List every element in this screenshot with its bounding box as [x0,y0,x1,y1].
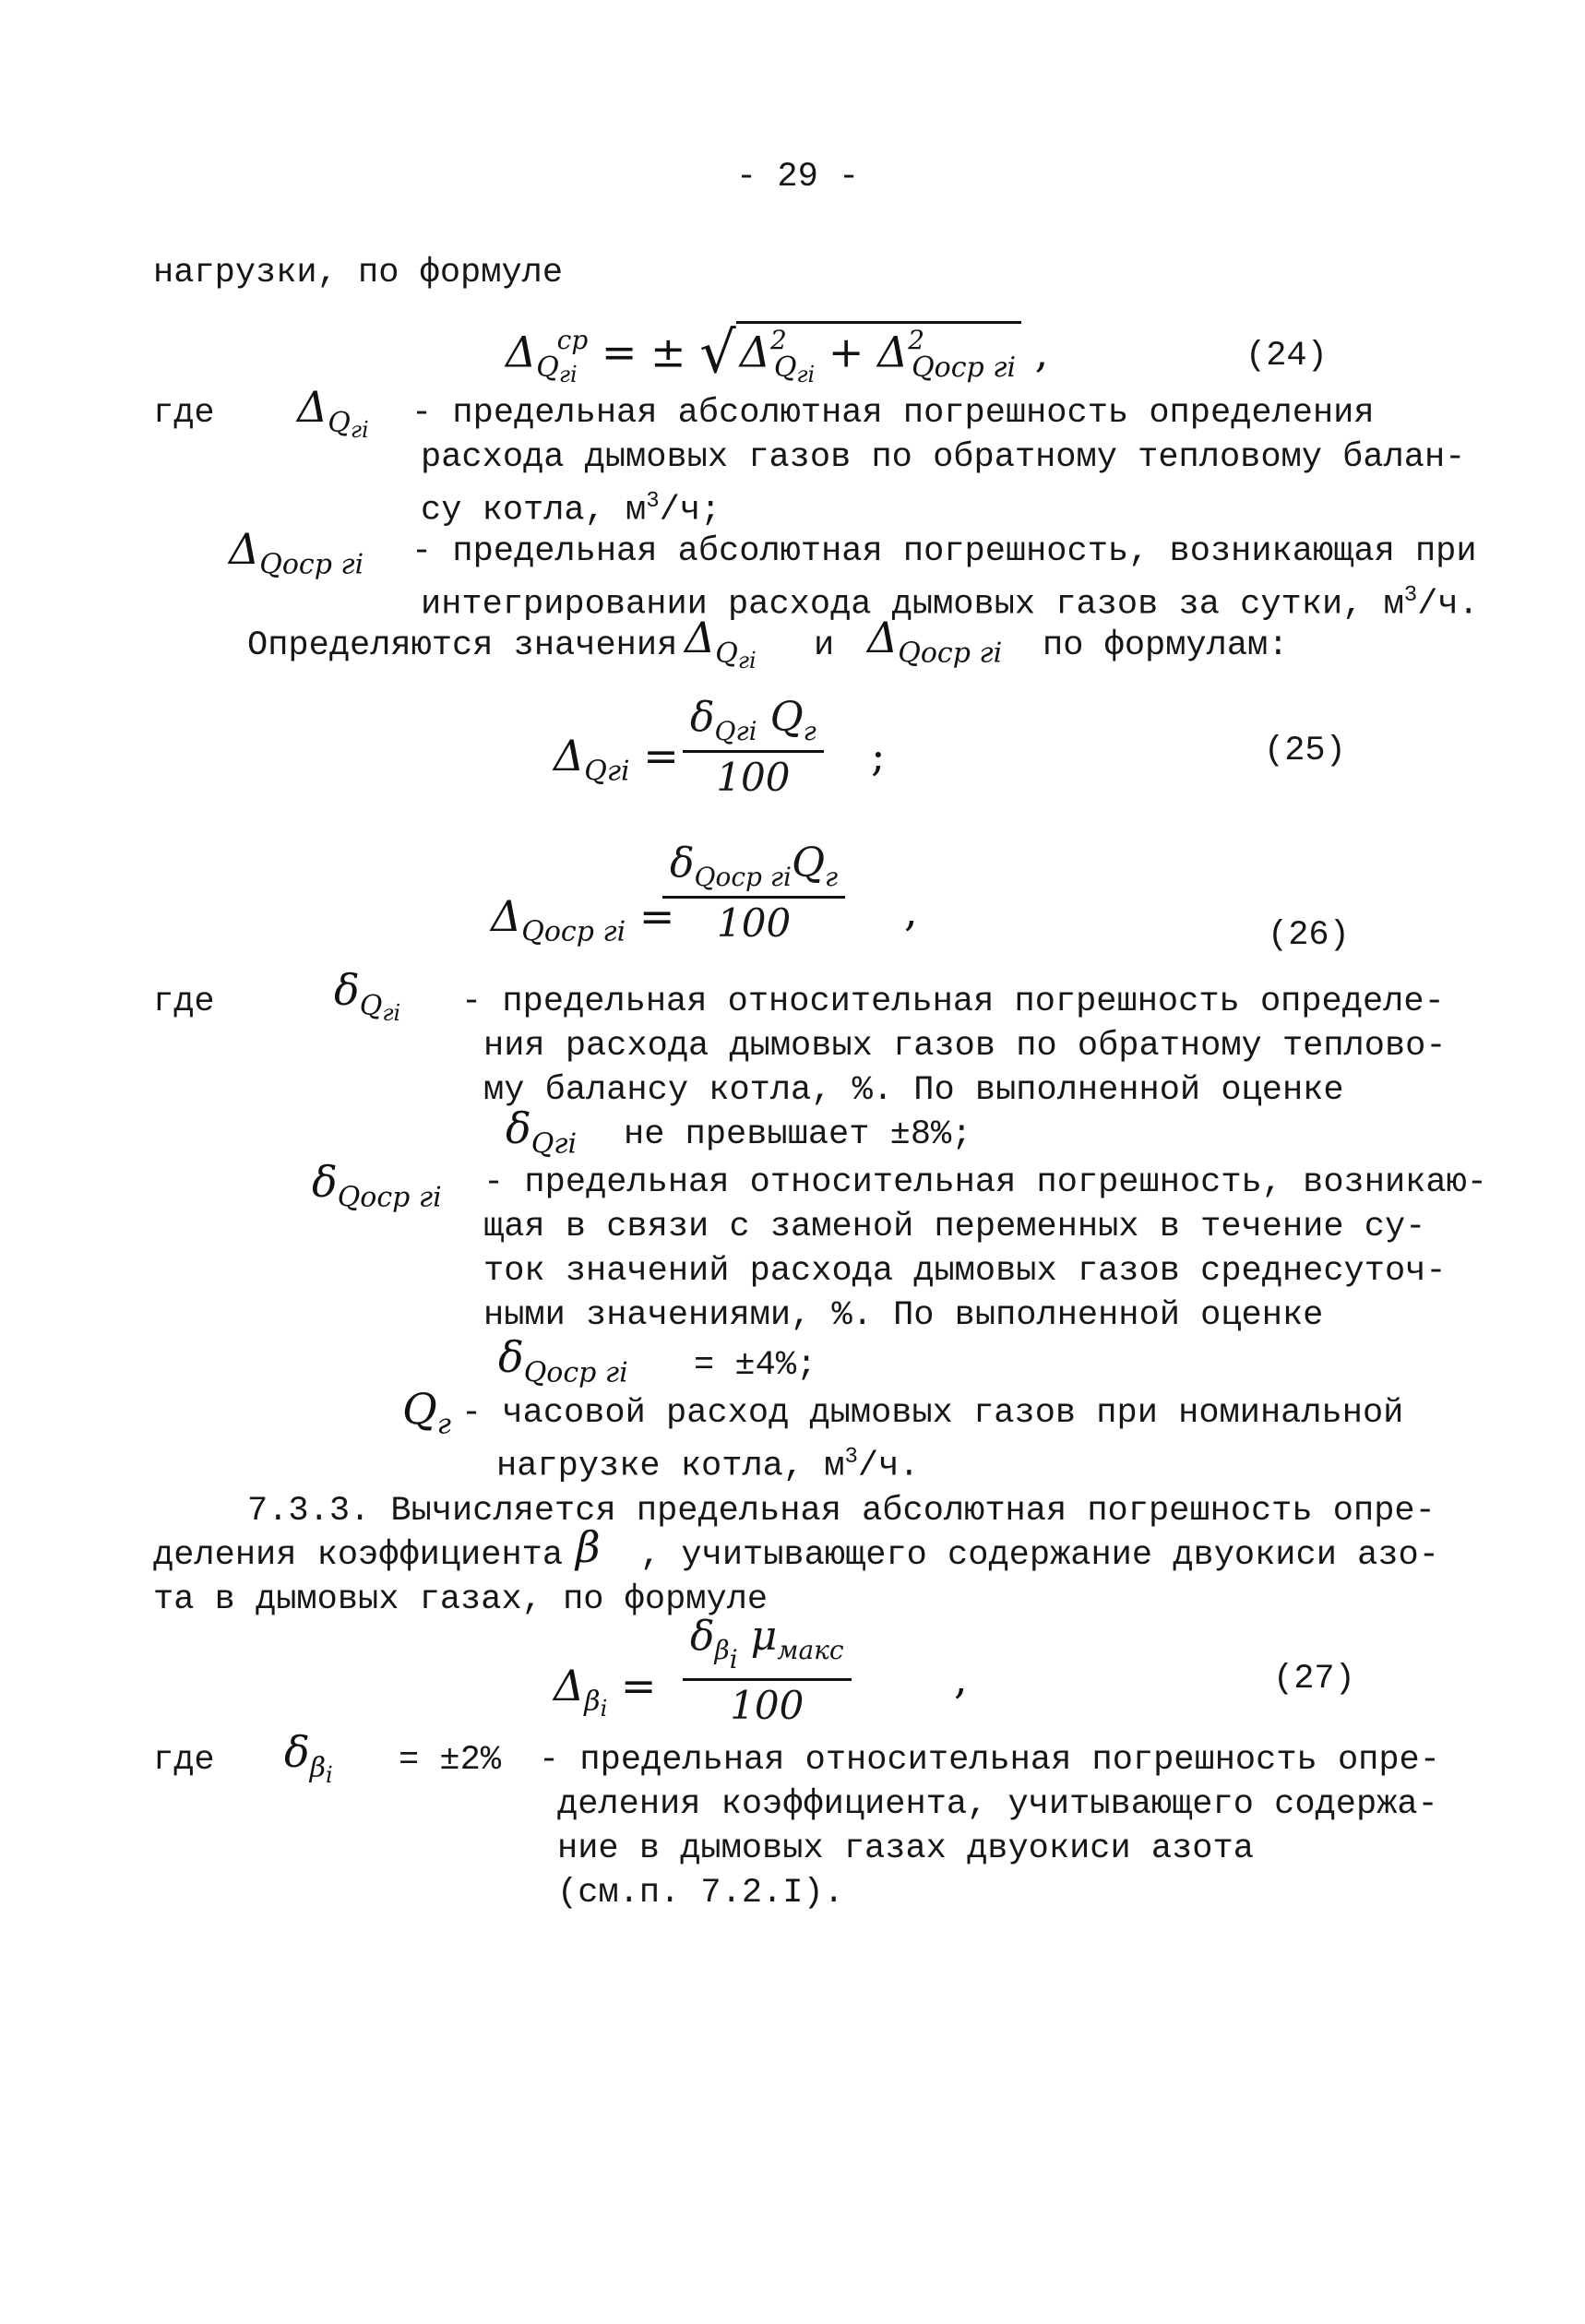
formula-27-tail: , [954,1653,968,1703]
intro-text: нагрузки, по формуле [153,254,564,292]
symbol-small-delta-q-ri: $\delta_{Q_{гi}}$ [334,965,401,1026]
formula-27-lhs: $\Delta_{\beta_i}$ = [554,1661,657,1722]
para-733-line-3: та в дымовых газах, по формуле [153,1580,769,1619]
def-small-delta-q-osp-line-4: ными значениями, %. По выполненной оценке [483,1296,1324,1335]
estimate-4-percent: = ±4%; [694,1346,817,1385]
def-small-delta-q-ri-line-1: - предельная относительная погрешность определе- [461,983,1445,1021]
def-delta-q-osp-line-2: интегрировании расхода дымовых газов за сутки, $м^3/ч$. [421,583,1479,625]
symbol-q-r: $Q_г$ [402,1384,451,1441]
def-delta-beta-value: = ±2% [399,1741,502,1780]
def-small-delta-q-osp-line-1: - предельная относительная погрешность, возникаю- [483,1163,1487,1202]
estimate-8-percent: не превышает ±8%; [624,1115,972,1154]
symbol-small-delta-q-osp-est: $\delta_{Qоср гi}$ [498,1332,628,1389]
page-number: - 29 - [736,158,860,197]
where-label-2: где [153,983,215,1021]
def-delta-q-ri-line-1: - предельная абсолютная погрешность определения [411,394,1375,433]
symbol-beta: β [576,1522,601,1572]
def-delta-beta-line-1: - предельная относительная погрешность опре- [539,1741,1440,1780]
formula-24-number: (24) [1245,337,1328,375]
formula-26-lhs: $\Delta_{Qоср гi}$ = [491,891,675,948]
formula-25-number: (25) [1264,732,1346,770]
determine-and: и [814,626,835,665]
formula-25-fraction: $\delta_{Qгi}$ $Q_г$ 100 [683,697,824,797]
formula-26-fraction: $\delta_{Qоср гi}Q_г$ 100 [662,843,845,943]
def-delta-beta-line-4: (см.п. 7.2.I). [557,1874,844,1913]
def-delta-q-ri-line-3: су котла, $м^3/ч$; [421,489,721,530]
para-733-line-2a: деления коэффициента [153,1536,564,1575]
def-small-delta-q-osp-line-2: щая в связи с заменой переменных в течение су- [483,1208,1426,1246]
determine-prefix: Определяются значения [247,626,678,665]
symbol-delta-q-osp-ri: $\Delta_{Qоср гi}$ [229,524,364,581]
def-delta-beta-line-3: ние в дымовых газах двуокиси азота [557,1829,1254,1868]
def-small-delta-q-ri-line-3: му балансу котла, %. По выполненной оценке [483,1071,1344,1110]
def-delta-q-osp-line-1: - предельная абсолютная погрешность, возникающая при [411,532,1477,571]
para-733-line-1: 7.3.3. Вычисляется предельная абсолютная погрешность опре- [247,1492,1436,1531]
formula-25-tail: ; [871,731,886,781]
formula-27-number: (27) [1273,1660,1355,1698]
formula-24: $\Delta_{Q_{гi}}^{ср}$ = ± $√\Delta^2_{Q_{гi}} + \Delta^2_{Qоср гi}$ , [506,318,1049,388]
symbol-small-delta-q-osp-ri: $\delta_{Qоср гi}$ [312,1157,442,1214]
determine-suffix: по формулам: [1043,626,1289,665]
def-small-delta-q-ri-line-2: ния расхода дымовых газов по обратному теплово- [483,1027,1447,1066]
def-delta-q-ri-line-2: расхода дымовых газов по обратному тепловому балан- [421,438,1466,477]
symbol-delta-q-osp-inline: $\Delta_{Qоср гi}$ [867,613,1003,670]
formula-26-tail: , [904,886,918,936]
where-label-3: где [153,1741,215,1780]
symbol-small-delta-q-ri-est: $\delta_{Qгi}$ [506,1103,578,1161]
formula-25-lhs: $\Delta_{Qгi}$ = [554,731,679,788]
formula-27-fraction: $\delta_{\beta_i}$ $\mu_{макс}$ 100 [683,1616,852,1725]
symbol-delta-q-ri: $\Delta_{Q_{гi}}$ [297,382,369,443]
def-q-r-line-1: - часовой расход дымовых газов при номинальной [461,1394,1404,1433]
symbol-delta-q-ri-inline: $\Delta_{Q_{гi}}$ [685,613,757,673]
def-small-delta-q-osp-line-3: ток значений расхода дымовых газов среднесуточ- [483,1252,1447,1291]
symbol-small-delta-beta: $\delta_{\beta_i}$ [284,1727,333,1788]
def-delta-beta-line-2: деления коэффициента, учитывающего содержа- [557,1785,1438,1824]
def-q-r-line-2: нагрузке котла, $м^3/ч$. [496,1445,920,1486]
where-label-1: где [153,394,215,433]
para-733-line-2b: , учитывающего содержание двуокиси азо- [640,1536,1439,1575]
formula-26-number: (26) [1268,916,1350,955]
